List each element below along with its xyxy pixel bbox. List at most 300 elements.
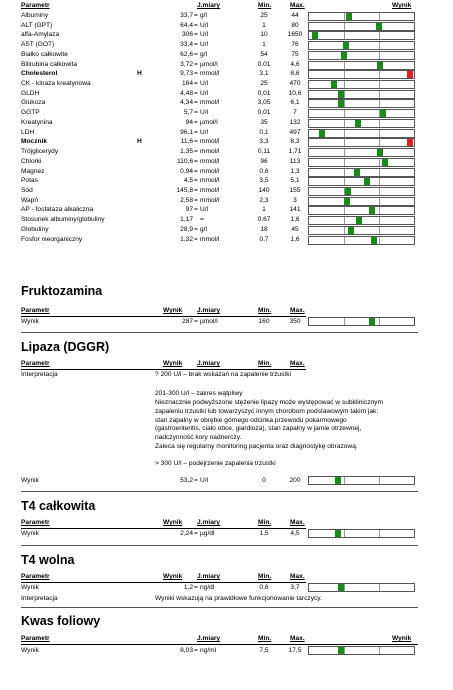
flag: H [137, 138, 142, 146]
lip-h-min: Min. [258, 360, 272, 367]
param-name: Kreatynina [21, 118, 53, 126]
param-name: Chlorki [21, 157, 42, 165]
result-value: 9,73 [180, 70, 193, 78]
result-value: 96,1 [180, 128, 193, 136]
result-marker [377, 149, 383, 156]
max-value: 8,6 [290, 70, 300, 78]
max-value: 497 [289, 128, 301, 136]
unit: mmol/l [200, 99, 220, 107]
result-value: 1,35 [180, 148, 193, 156]
table-row [0, 168, 453, 178]
table-row [0, 206, 453, 216]
min-value: 18 [260, 225, 268, 233]
lip-value: 53,2 [180, 477, 193, 484]
param-name: Cholesterol [21, 70, 58, 78]
range-bar [308, 109, 415, 118]
range-divider [379, 178, 380, 185]
unit: mmol/l [200, 167, 220, 175]
range-bar-t4-wolna [308, 583, 415, 592]
range-divider [344, 584, 345, 591]
header-unit: J.miary [197, 2, 221, 9]
table-row [0, 129, 453, 139]
t4w-h-min: Min. [258, 573, 272, 580]
range-bar [308, 31, 415, 40]
table-row [0, 12, 453, 22]
min-value: 10 [260, 31, 268, 39]
range-divider [379, 169, 380, 176]
result-value: 62,6 [180, 50, 193, 58]
range-divider [379, 584, 380, 591]
frukt-value: 287 [181, 318, 193, 325]
max-value: 113 [289, 157, 301, 165]
frukt-max: 350 [289, 318, 301, 325]
param-name: Bilirubina całkowita [21, 60, 78, 68]
lip-h-max: Max. [290, 360, 305, 367]
param-name: alfa-Amylaza [21, 31, 60, 39]
equals: = [194, 148, 198, 156]
max-value: 1,6 [290, 235, 300, 243]
section-title-t4-wolna: T4 wolna [21, 553, 75, 567]
interpretation-line: stan zapalny w obrębie górnego odcinka przewodu pokarmowego [155, 416, 347, 424]
range-bar [308, 99, 415, 108]
min-value: 0,1 [259, 128, 269, 136]
range-divider [379, 237, 380, 244]
range-divider [344, 227, 345, 234]
kwas-h-wynik: Wynik [392, 635, 412, 642]
t4w-h-wynik: Wynik [163, 573, 183, 580]
param-name: Magnez [21, 167, 45, 175]
result-marker [369, 207, 375, 214]
interpretation-line: Zaleca się regularny monitoring pacjenta oraz diagnostykę obrazową. [155, 442, 358, 450]
kwas-label: Wynik [21, 647, 39, 654]
param-name: GLDH [21, 89, 40, 97]
t4w-max: 3,7 [290, 584, 300, 591]
min-value: 1 [262, 21, 266, 29]
range-bar-lipaza [308, 476, 415, 485]
result-marker [343, 42, 349, 49]
max-value: 75 [291, 50, 299, 58]
equals: = [194, 12, 198, 19]
range-divider [344, 139, 345, 146]
min-value: 3,1 [259, 70, 269, 78]
range-divider [379, 13, 380, 20]
max-value: 8,3 [290, 138, 300, 146]
param-name: AST (GOT) [21, 41, 55, 49]
equals: = [194, 138, 198, 146]
result-value: 1,17 [180, 216, 193, 224]
t4c-h-param: Parametr [21, 519, 50, 526]
result-marker [341, 52, 347, 59]
table-row [0, 236, 453, 246]
result-value: 94 [185, 118, 193, 126]
result-value: 3,72 [180, 60, 193, 68]
param-name: Albuminy [21, 12, 49, 19]
range-bar-kwas-foliowy [308, 646, 415, 655]
range-bar [308, 216, 415, 225]
range-divider [379, 139, 380, 146]
result-marker [338, 584, 344, 591]
equals: = [194, 157, 198, 165]
table-row [0, 109, 453, 119]
equals: = [194, 31, 198, 39]
equals: = [194, 128, 198, 136]
param-name: Trójglicerydy [21, 148, 59, 156]
frukt-h-param: Parametr [21, 307, 50, 314]
table-row [0, 99, 453, 109]
range-divider [344, 13, 345, 20]
header-param: Parametr [21, 2, 50, 9]
result-value: 4,5 [183, 177, 193, 185]
param-name: AP - fosfataza alkaliczna [21, 206, 94, 214]
range-divider [344, 110, 345, 117]
equals: = [194, 196, 198, 204]
equals: = [194, 60, 198, 68]
range-divider [344, 120, 345, 127]
max-value: 10,6 [288, 89, 302, 97]
t4w-min: 0,6 [259, 584, 269, 591]
frukt-h-max: Max. [290, 307, 305, 314]
range-bar [308, 51, 415, 60]
result-marker [369, 318, 375, 325]
range-divider [379, 198, 380, 205]
range-divider [344, 81, 345, 88]
result-marker [346, 13, 352, 20]
unit: U/l [200, 41, 209, 49]
range-divider [344, 159, 345, 166]
param-name: GGTP [21, 109, 40, 117]
result-marker [348, 227, 354, 234]
range-bar [308, 197, 415, 206]
t4c-h-wynik: Wynik [163, 519, 183, 526]
unit: mmol/l [200, 196, 220, 204]
section-title-t4-calkowita: T4 całkowita [21, 499, 96, 513]
interpretation-line: ? 200 U/l – brak wskazań na zapalenie trzustki [155, 371, 291, 378]
lip-min: 0 [262, 477, 266, 484]
interpretation-line: Nieznacznie podwyższone stężenie lipazy może występować w subklinicznym [155, 399, 383, 407]
result-marker-high [407, 71, 413, 78]
t4c-unit: µg/dl [200, 530, 215, 537]
range-divider [379, 32, 380, 39]
max-value: 470 [289, 80, 301, 88]
param-name: ALT (GPT) [21, 21, 53, 29]
result-value: 11,6 [180, 138, 193, 146]
result-marker [338, 647, 344, 654]
result-marker [356, 217, 362, 224]
result-marker [319, 130, 325, 137]
max-value: 3 [293, 196, 297, 204]
result-value: 110,6 [176, 157, 193, 165]
unit: mmol/l [200, 157, 220, 165]
range-divider [379, 91, 380, 98]
lip-h-param: Parametr [21, 360, 50, 367]
table-row [0, 187, 453, 197]
equals: = [194, 186, 198, 194]
t4c-h-min: Min. [258, 519, 272, 526]
range-divider [344, 130, 345, 137]
unit: U/l [200, 128, 209, 136]
kwas-eq: = [194, 647, 198, 654]
min-value: 3,05 [257, 99, 271, 107]
max-value: 1650 [287, 31, 303, 39]
min-value: 1 [262, 206, 266, 214]
frukt-h-wynik: Wynik [163, 307, 183, 314]
kwas-h-param: Parametr [21, 635, 50, 642]
unit: = [200, 216, 204, 224]
range-bar [308, 129, 415, 138]
range-bar [308, 12, 415, 21]
result-value: 33,4 [180, 41, 193, 49]
result-marker [377, 62, 383, 69]
flag: H [137, 70, 142, 78]
kwas-h-min: Min. [258, 635, 272, 642]
range-divider [379, 217, 380, 224]
range-bar [308, 236, 415, 245]
unit: g/l [200, 225, 207, 233]
unit: U/l [200, 80, 209, 88]
range-divider [379, 81, 380, 88]
lip-interp-label: Interpretacja [21, 371, 58, 378]
max-value: 1,3 [290, 167, 300, 175]
equals: = [194, 109, 198, 117]
min-value: 0,11 [257, 148, 271, 156]
max-value: 44 [291, 12, 299, 19]
unit: U/l [200, 21, 209, 29]
min-value: 0,01 [257, 89, 271, 97]
t4c-h-unit: J.miary [197, 519, 221, 526]
range-divider [344, 32, 345, 39]
range-divider [344, 647, 345, 654]
min-value: 25 [260, 12, 268, 19]
equals: = [194, 89, 198, 97]
range-divider [344, 100, 345, 107]
t4w-h-unit: J.miary [197, 573, 221, 580]
result-marker [331, 81, 337, 88]
table-row [0, 90, 453, 100]
result-value: 2,58 [180, 196, 193, 204]
table-row [0, 41, 453, 51]
range-divider [344, 318, 345, 325]
t4w-eq: = [194, 584, 198, 591]
min-value: 0,67 [257, 216, 271, 224]
table-row [0, 226, 453, 236]
param-name: Fosfor nieorganiczny [21, 235, 83, 243]
result-value: 28,9 [180, 225, 193, 233]
min-value: 0.01 [257, 60, 271, 68]
param-name: Stosunek albuminy/globuliny [21, 216, 105, 224]
t4c-eq: = [194, 530, 198, 537]
frukt-h-min: Min. [258, 307, 272, 314]
range-divider [379, 42, 380, 49]
result-value: 145,8 [176, 186, 193, 194]
result-marker [338, 91, 344, 98]
kwas-max: 17,5 [288, 647, 302, 654]
interpretation-line: (gastroenteritis, ciało obce, giardioza), stan zapalny w jamie otrzewnej, [155, 425, 362, 433]
param-name: Glukoza [21, 99, 46, 107]
equals: = [194, 225, 198, 233]
result-value: 164 [181, 80, 193, 88]
table-row [0, 22, 453, 32]
min-value: 25 [260, 80, 268, 88]
range-divider [379, 159, 380, 166]
unit: g/l [200, 50, 207, 58]
frukt-label: Wynik [21, 318, 39, 325]
unit: mmol/l [200, 70, 220, 78]
range-divider [344, 477, 345, 484]
min-value: 0,01 [257, 109, 271, 117]
range-bar [308, 61, 415, 70]
param-name: CK - kinaza kreatynowa [21, 80, 91, 88]
table-row [0, 138, 453, 148]
range-divider [344, 530, 345, 537]
max-value: 132 [289, 118, 301, 126]
equals: = [194, 177, 198, 185]
unit: mmol/l [200, 235, 220, 243]
equals: = [194, 118, 198, 126]
equals: = [194, 21, 198, 29]
range-bar [308, 168, 415, 177]
range-bar [308, 41, 415, 50]
unit: U/l [200, 109, 209, 117]
min-value: 0,7 [259, 235, 269, 243]
range-bar [308, 138, 415, 147]
result-marker [345, 188, 351, 195]
range-divider [379, 100, 380, 107]
unit: U/l [200, 31, 209, 39]
t4c-min: 1,5 [259, 530, 269, 537]
equals: = [194, 41, 198, 49]
range-bar [308, 158, 415, 167]
result-value: 4,34 [180, 99, 193, 107]
unit: mmol/l [200, 148, 220, 156]
range-divider [344, 169, 345, 176]
range-divider [344, 207, 345, 214]
range-divider [379, 477, 380, 484]
equals: = [194, 235, 198, 243]
result-value: 64,4 [180, 21, 193, 29]
max-value: 5,1 [290, 177, 300, 185]
section-title-kwas-foliowy: Kwas foliowy [21, 614, 101, 628]
lip-h-wynik: Wynik [163, 360, 183, 367]
max-value: 155 [289, 186, 301, 194]
kwas-h-unit: J.miary [197, 635, 221, 642]
max-value: 45 [291, 225, 299, 233]
range-bar [308, 90, 415, 99]
kwas-h-max: Max. [290, 635, 305, 642]
unit: U/l [200, 89, 209, 97]
t4c-h-max: Max. [290, 519, 305, 526]
range-bar [308, 22, 415, 31]
result-marker [344, 198, 350, 205]
t4w-interp-label: Interpretacja [21, 595, 58, 602]
frukt-h-unit: J.miary [197, 307, 221, 314]
unit: mmol/l [200, 138, 220, 146]
t4c-label: Wynik [21, 530, 39, 537]
result-marker [364, 178, 370, 185]
t4w-h-max: Max. [290, 573, 305, 580]
table-row [0, 51, 453, 61]
range-bar-fruktozamina [308, 317, 415, 326]
range-divider [344, 237, 345, 244]
range-divider [344, 149, 345, 156]
unit: U/l [200, 206, 209, 214]
range-divider [379, 120, 380, 127]
range-divider [379, 130, 380, 137]
range-divider [379, 188, 380, 195]
range-divider [344, 91, 345, 98]
section-title-fruktozamina: Fruktozamina [21, 284, 103, 298]
max-value: 1,6 [290, 216, 300, 224]
result-marker [380, 110, 386, 117]
range-bar [308, 187, 415, 196]
min-value: 35 [260, 118, 268, 126]
header-wynik: Wynik [392, 2, 412, 9]
range-divider [379, 71, 380, 78]
table-row [0, 148, 453, 158]
max-value: 80 [291, 21, 299, 29]
table-row [0, 177, 453, 187]
lip-h-unit: J.miary [197, 360, 221, 367]
interpretation-line: 201-300 U/l – zakres wątpliwy [155, 390, 243, 398]
min-value: 3,5 [259, 177, 269, 185]
min-value: 3,3 [259, 138, 269, 146]
t4w-interp-text: Wyniki wskazują na prawidłowe funkcjonowanie tarczycy. [155, 595, 322, 602]
equals: = [194, 70, 198, 78]
min-value: 140 [258, 186, 270, 194]
range-divider [344, 178, 345, 185]
min-value: 2,3 [259, 196, 269, 204]
interpretation-line: nadczynność kory nadnerczy. [155, 433, 242, 441]
unit: mmol/l [200, 186, 220, 194]
unit: µmol/l [200, 118, 218, 126]
kwas-value: 8,03 [180, 647, 193, 654]
table-row [0, 70, 453, 80]
max-value: 6,1 [290, 99, 300, 107]
result-marker [335, 477, 341, 484]
result-marker [371, 237, 377, 244]
frukt-min: 160 [258, 318, 270, 325]
table-row [0, 158, 453, 168]
result-value: 33,7 [180, 12, 193, 19]
range-bar [308, 148, 415, 157]
min-value: 54 [260, 50, 268, 58]
equals: = [194, 206, 198, 214]
equals: = [194, 167, 198, 175]
param-name: Globuliny [21, 225, 49, 233]
param-name: Potas [21, 177, 38, 185]
range-divider [344, 217, 345, 224]
result-value: 0,94 [180, 167, 193, 175]
t4w-label: Wynik [21, 584, 39, 591]
table-row [0, 197, 453, 207]
interpretation-line: zapaleniu trzustki lub towarzyszyć innym chorobom podstawowym takim jak: [155, 407, 379, 415]
result-marker [376, 23, 382, 30]
lip-eq: = [194, 477, 198, 484]
result-marker [312, 32, 318, 39]
interpretation-line: > 300 U/l – podejrzenie zapalenia trzustki [155, 460, 276, 467]
lip-max: 200 [289, 477, 301, 484]
frukt-eq: = [194, 318, 198, 325]
param-name: Sód [21, 186, 33, 194]
min-value: 96 [260, 157, 268, 165]
result-marker [338, 100, 344, 107]
equals: = [194, 99, 198, 107]
kwas-unit: ng/ml [200, 647, 217, 654]
table-row [0, 216, 453, 226]
kwas-min: 7,5 [259, 647, 269, 654]
lip-label: Wynik [21, 477, 39, 484]
unit: µmol/l [200, 60, 218, 68]
lip-unit: U/l [200, 477, 209, 484]
